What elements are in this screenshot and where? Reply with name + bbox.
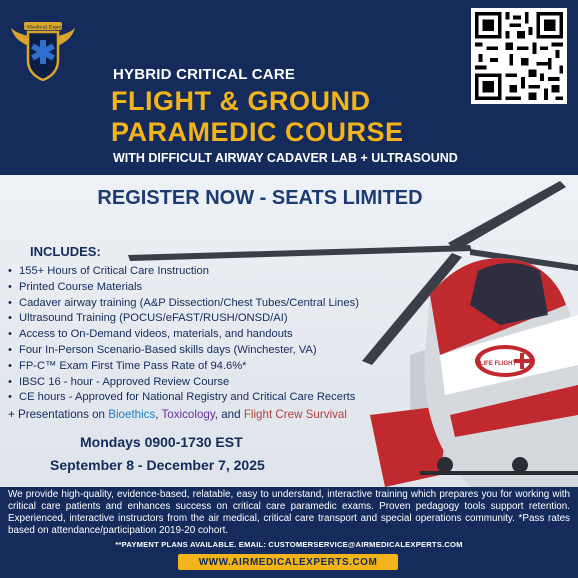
course-title-line1: FLIGHT & GROUND: [111, 86, 371, 116]
course-tagline: WITH DIFFICULT AIRWAY CADAVER LAB + ULTRASOUND: [113, 151, 458, 165]
list-item: • IBSC 16 - hour - Approved Review Course: [8, 375, 230, 388]
list-item: • Printed Course Materials: [8, 280, 143, 293]
schedule-days: Mondays 0900-1730 EST: [80, 434, 243, 450]
list-item: • FP-C™ Exam First Time Pass Rate of 94.6%*: [8, 359, 247, 372]
logo-text: Air Medical Experts: [17, 24, 69, 31]
includes-heading: INCLUDES:: [30, 244, 101, 259]
star-of-life-wings-logo: [10, 14, 76, 84]
payment-email-line[interactable]: **PAYMENT PLANS AVAILABLE. EMAIL: CUSTOMERSERVICE@AIRMEDICALEXPERTS.COM: [115, 540, 463, 549]
list-item: • Ultrasound Training (POCUS/eFAST/RUSH/ONSD/AI): [8, 312, 288, 325]
course-title-line2: PARAMEDIC COURSE: [111, 117, 404, 147]
list-item: • Access to On-Demand videos, materials, and handouts: [8, 328, 293, 341]
website-url[interactable]: WWW.AIRMEDICALEXPERTS.COM: [198, 556, 378, 568]
schedule-dates: September 8 - December 7, 2025: [50, 457, 265, 473]
website-link-bar[interactable]: [178, 554, 398, 570]
course-subtitle: HYBRID CRITICAL CARE: [113, 66, 296, 83]
qr-code-icon[interactable]: [471, 8, 567, 104]
toxicology-topic: Toxicology: [161, 408, 215, 421]
flight-crew-survival-topic: Flight Crew Survival: [243, 408, 347, 421]
list-item: • 155+ Hours of Critical Care Instruction: [8, 265, 209, 277]
register-heading: REGISTER NOW - SEATS LIMITED: [97, 187, 423, 209]
list-item: • CE hours - Approved for National Registry and Critical Care Recerts: [8, 391, 356, 404]
presentations-line: + Presentations on Bioethics, Toxicology, and Flight Crew Survival: [8, 408, 347, 421]
heli-marking-text: LIFE FLIGHT: [479, 361, 517, 367]
list-item: • Cadaver airway training (A&P Dissection/Chest Tubes/Central Lines): [8, 296, 359, 309]
includes-list: [8, 264, 359, 406]
bioethics-topic: Bioethics: [108, 408, 156, 421]
footer-description: We provide high-quality, evidence-based, relatable, easy to understand, interactive training which prepares you for working with critical care patients and enhances success on critical care paramedic exams. Proven pedagogy tools support retention. Experienced, interactive instructors from the air medical, critical care transport and special operations community. *Pass rates based on attendance/participation 2019-20 cohort.: [8, 489, 570, 536]
list-item: • Four In-Person Scenario-Based skills days (Winchester, VA): [8, 343, 317, 356]
